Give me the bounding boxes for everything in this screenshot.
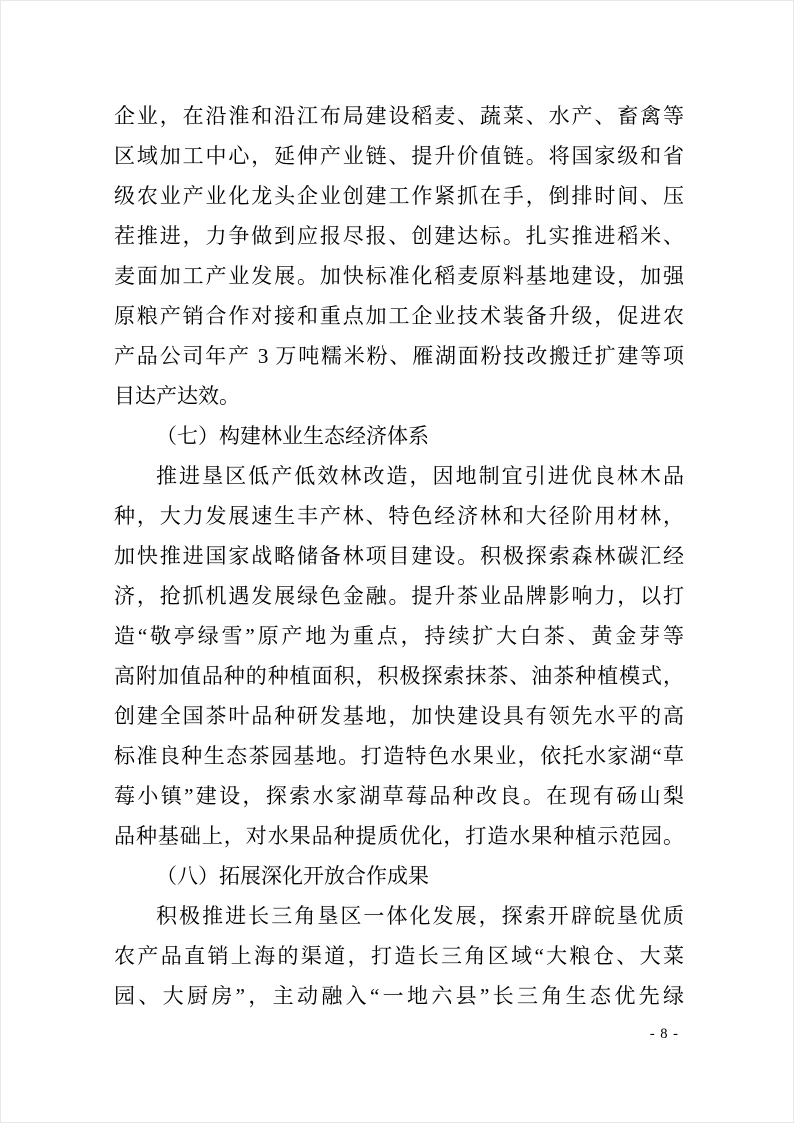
text-line: 原粮产销合作对接和重点加工企业技术装备升级，促进农 xyxy=(114,304,684,328)
text-line: 推进垦区低产低效林改造，因地制宜引进优良林木品 xyxy=(156,464,684,488)
text-line: 茬推进，力争做到应报尽报、创建达标。扎实推进稻米、 xyxy=(114,224,684,248)
para-agri-processing xyxy=(114,96,684,416)
heading-section-seven xyxy=(114,416,684,456)
text-line: 产品公司年产 3 万吨糯米粉、雁湖面粉技改搬迁扩建等项 xyxy=(114,344,684,368)
text-line: 加快推进国家战略储备林项目建设。积极探索森林碳汇经 xyxy=(114,544,684,568)
para-yangtze-delta-cooperation xyxy=(114,896,684,1016)
page-number: - 8 - xyxy=(649,1026,679,1042)
text-line: 区域加工中心，延伸产业链、提升价值链。将国家级和省 xyxy=(114,144,684,168)
text-line: 创建全国茶叶品种研发基地，加快建设具有领先水平的高 xyxy=(114,704,684,728)
text-line: 农产品直销上海的渠道，打造长三角区域“大粮仓、大菜 xyxy=(114,944,684,968)
text-line: 济，抢抓机遇发展绿色金融。提升茶业品牌影响力，以打 xyxy=(114,584,684,608)
para-forestry-eco-economy xyxy=(114,456,684,856)
text-line: 品种基础上，对水果品种提质优化，打造水果种植示范园。 xyxy=(114,824,684,848)
text-line: 目达产达效。 xyxy=(114,384,240,408)
text-line: 积极推进长三角垦区一体化发展，探索开辟皖垦优质 xyxy=(156,904,684,928)
text-line: （八）拓展深化开放合作成果 xyxy=(156,864,429,888)
text-line: 园、大厨房”，主动融入“一地六县”长三角生态优先绿 xyxy=(114,984,684,1008)
text-line: 标准良种生态茶园基地。打造特色水果业，依托水家湖“草 xyxy=(114,744,684,768)
heading-section-eight xyxy=(114,856,684,896)
text-line: 造“敬亭绿雪”原产地为重点，持续扩大白茶、黄金芽等 xyxy=(114,624,684,648)
text-line: 级农业产业化龙头企业创建工作紧抓在手，倒排时间、压 xyxy=(114,184,684,208)
text-line: （七）构建林业生态经济体系 xyxy=(156,424,429,448)
text-line: 莓小镇”建设，探索水家湖草莓品种改良。在现有砀山梨 xyxy=(114,784,684,808)
document-content xyxy=(114,96,684,1016)
text-line: 企业，在沿淮和沿江布局建设稻麦、蔬菜、水产、畜禽等 xyxy=(114,104,684,128)
text-line: 麦面加工产业发展。加快标准化稻麦原料基地建设，加强 xyxy=(114,264,684,288)
text-line: 种，大力发展速生丰产林、特色经济林和大径阶用材林， xyxy=(114,504,684,528)
text-line: 高附加值品种的种植面积，积极探索抹茶、油茶种植模式， xyxy=(114,664,684,688)
